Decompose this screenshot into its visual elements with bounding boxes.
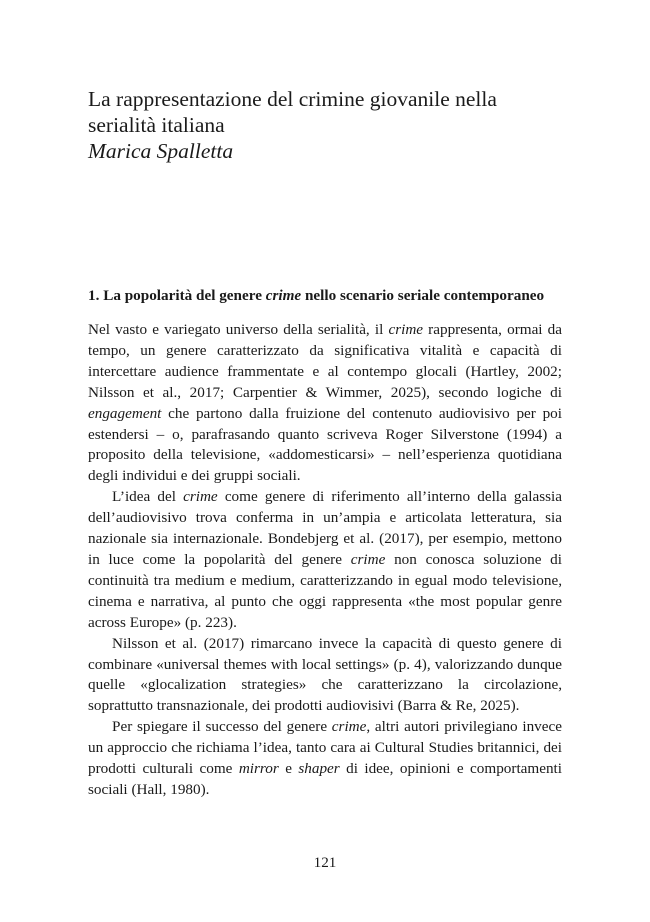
paragraph-text: L’idea del (112, 488, 184, 506)
paragraph-text: , altri autori privilegiano invece un approccio che richiama l’idea, tanto cara ai Cultural Studies britannici, dei prodotti culturali come (88, 718, 562, 778)
italic-term: crime (350, 550, 386, 568)
italic-term: crime (388, 321, 424, 338)
paragraph-text: e (278, 760, 299, 778)
paragraph-text: di idee, opinioni e comportamenti sociali (Hall, 1980). (88, 760, 562, 798)
paragraph-text: Nilsson et al. (2017) rimarcano invece la capacità di questo genere di combinare «universal themes with local settings» (p. 4), valorizzando dunque quelle «glocalization strategies» che caratterizzano la circolazione, soprattutto transnazionale, dei prodotti audiovisivi (Barra & Re, 2025). (88, 634, 562, 715)
section-heading-text-end: nello scenario seriale contemporaneo (301, 287, 545, 304)
paragraph (88, 487, 562, 633)
body-text (88, 320, 562, 801)
paragraph-text: rappresenta, ormai da tempo, un genere caratterizzato da significativa vitalità e capacità di intercettare audience frammentate e al contempo glocali (Hartley, 2002; Nilsson et al., 2017; Carpentier & Wimmer, 2025), secondo logiche di (88, 321, 563, 401)
chapter-title: La rappresentazione del crimine giovanile nella serialità italiana (88, 87, 497, 137)
chapter-header (88, 86, 568, 164)
paragraph-text: che partono dalla fruizione del contenuto audiovisivo per poi estendersi – o, parafrasando quanto scriveva Roger Silverstone (1994) a proposito della televisione, «addomesticarsi» – nell’esperienza quotidiana degli individui e dei gruppi sociali. (88, 404, 562, 485)
chapter-author: Marica Spalletta (88, 139, 234, 163)
italic-term: crime (183, 488, 218, 506)
section-heading (88, 286, 563, 306)
paragraph-text: come genere di riferimento all’interno della galassia dell’audiovisivo trova conferma in un’ampia e articolata letteratura, sia nazionale sia internazionale. Bondebjerg et al. (2017), per esempio, mettono in luce come la popolarità del genere (88, 488, 562, 568)
paragraph (88, 634, 562, 718)
italic-term: shaper (298, 760, 340, 778)
paragraph-text: Nel vasto e variegato universo della serialità, il (88, 321, 389, 338)
section-heading-italic: crime (265, 287, 302, 304)
italic-term: crime (331, 718, 367, 736)
paragraph (88, 320, 562, 487)
italic-term: mirror (238, 760, 279, 778)
page-number: 121 (313, 854, 337, 871)
section-heading-text: 1. La popolarità del genere (88, 287, 266, 304)
paragraph-text: Per spiegare il successo del genere (112, 718, 332, 736)
paragraph-text: non conosca soluzione di continuità tra medium e medium, caratterizzando in egual modo televisione, cinema e narrativa, al punto che oggi rappresenta «the most popular genre across Europe» (p. 223). (88, 550, 562, 631)
paragraph (88, 717, 562, 801)
italic-term: engagement (88, 404, 162, 422)
